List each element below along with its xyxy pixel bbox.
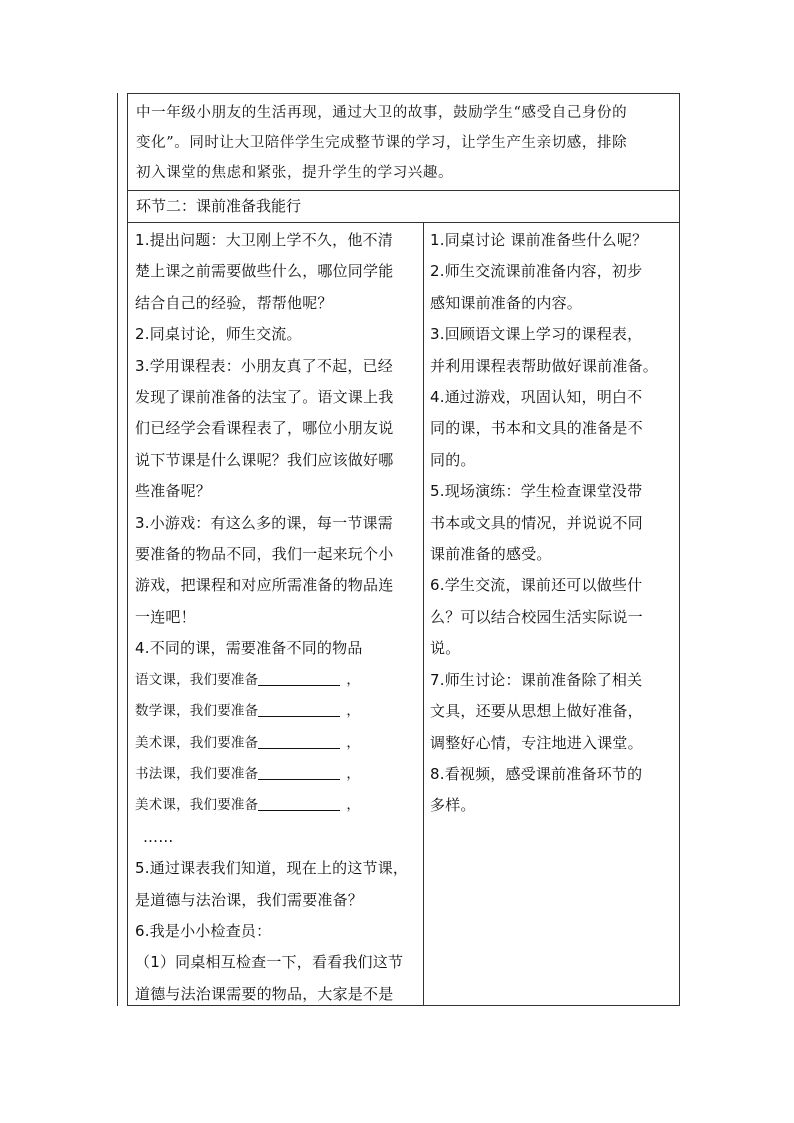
student-line: 课前准备的感受。 <box>430 545 552 564</box>
teacher-activity-cell <box>128 223 424 1005</box>
teacher-line: 3.小游戏：有这么多的课，每一节课需 <box>135 513 393 532</box>
fill-blank-label: 书法课，我们要准备 <box>135 765 259 782</box>
teacher-line: 1.提出问题：大卫刚上学不久，他不清 <box>135 231 393 249</box>
student-line: 并利用课程表帮助做好课前准备。 <box>430 356 659 375</box>
student-line: 说。 <box>430 639 461 658</box>
student-line: 同的课，书本和文具的准备是不 <box>430 419 643 438</box>
intro-cell <box>128 94 679 191</box>
teacher-line: 道德与法治课需要的物品，大家是不是 <box>135 984 394 1003</box>
teacher-line: 们已经学会看课程表了，哪位小朋友说 <box>135 419 394 438</box>
fill-blank-line <box>258 671 340 686</box>
fill-blank-item <box>135 665 417 696</box>
fill-blank-end: ， <box>346 671 361 688</box>
teacher-line: （1）同桌相互检查一下，看看我们这节 <box>135 953 404 972</box>
ellipsis: …… <box>143 827 174 846</box>
fill-blank-end: ， <box>346 797 361 814</box>
teacher-line: 要准备的物品不同，我们一起来玩个小 <box>135 545 394 564</box>
student-line: 同的。 <box>430 450 476 469</box>
fill-blank-label: 美术课，我们要准备 <box>135 734 259 751</box>
lesson-plan-table <box>127 93 680 1006</box>
student-line: 多样。 <box>430 796 476 815</box>
teacher-line: 结合自己的经验，帮帮他呢？ <box>135 293 333 312</box>
student-line: 感知课前准备的内容。 <box>430 293 583 312</box>
student-line: 5.现场演练：学生检查课堂没带 <box>430 482 643 501</box>
teacher-line: 是道德与法治课，我们需要准备？ <box>135 890 364 909</box>
fill-blank-line <box>258 702 340 717</box>
teacher-line: 说下节课是什么课呢？我们应该做好哪 <box>135 450 394 469</box>
fill-blank-line <box>258 796 340 811</box>
teacher-line: 6.我是小小检查员： <box>135 921 272 940</box>
student-line: 书本或文具的情况，并说说不同 <box>430 513 643 532</box>
student-line: 8.看视频，感受课前准备环节的 <box>430 764 643 783</box>
teacher-line: 一连吧！ <box>135 607 196 626</box>
teacher-line: 楚上课之前需要做些什么，哪位同学能 <box>135 262 394 281</box>
intro-line: 变化”。同时让大卫陪伴学生完成整节课的学习，让学生产生亲切感，排除 <box>136 135 628 151</box>
teacher-line: 发现了课前准备的法宝了。语文课上我 <box>135 388 394 407</box>
student-line: 调整好心情，专注地进入课堂。 <box>430 733 643 752</box>
student-line: 文具，还要从思想上做好准备， <box>430 702 643 721</box>
student-line: 1.同桌讨论 课前准备些什么呢？ <box>430 231 648 249</box>
teacher-line: 2.同桌讨论，师生交流。 <box>135 325 302 344</box>
student-line: 7.师生讨论：课前准备除了相关 <box>430 670 643 689</box>
fill-blank-item <box>135 696 417 727</box>
student-line: 么？可以结合校园生活实际说一 <box>430 607 643 626</box>
student-line: 2.师生交流课前准备内容，初步 <box>430 262 643 281</box>
fill-blank-line <box>258 734 340 749</box>
fill-blank-item <box>135 759 417 790</box>
section-header-cell <box>128 191 679 223</box>
fill-blank-line <box>258 765 340 780</box>
teacher-line: 4.不同的课，需要准备不同的物品 <box>135 639 363 658</box>
student-line: 6.学生交流，课前还可以做些什 <box>430 576 643 595</box>
intro-line: 中一年级小朋友的生活再现，通过大卫的故事，鼓励学生“感受自己身份的 <box>136 105 628 121</box>
intro-line: 初入课堂的焦虑和紧张，提升学生的学习兴趣。 <box>136 165 454 181</box>
outer-margin-line <box>117 93 118 1006</box>
teacher-line: 些准备呢？ <box>135 482 212 501</box>
fill-blank-end: ， <box>346 765 361 782</box>
fill-blank-end: ， <box>346 703 361 720</box>
student-activity-cell <box>424 223 679 1005</box>
teacher-line: 游戏，把课程和对应所需准备的物品连 <box>135 576 394 595</box>
fill-blank-item <box>135 790 417 821</box>
section-title: 环节二：课前准备我能行 <box>136 197 302 215</box>
fill-blank-item <box>135 728 417 759</box>
fill-blank-label: 美术课，我们要准备 <box>135 797 259 814</box>
teacher-line: 5.通过课表我们知道，现在上的这节课， <box>135 859 409 878</box>
student-line: 4.通过游戏，巩固认知，明白不 <box>430 388 643 407</box>
fill-blank-label: 语文课，我们要准备 <box>135 671 259 688</box>
student-line: 3.回顾语文课上学习的课程表， <box>430 325 643 344</box>
fill-blank-end: ， <box>346 734 361 751</box>
teacher-line: 3.学用课程表：小朋友真了不起，已经 <box>135 356 393 375</box>
fill-blank-label: 数学课，我们要准备 <box>135 703 259 720</box>
